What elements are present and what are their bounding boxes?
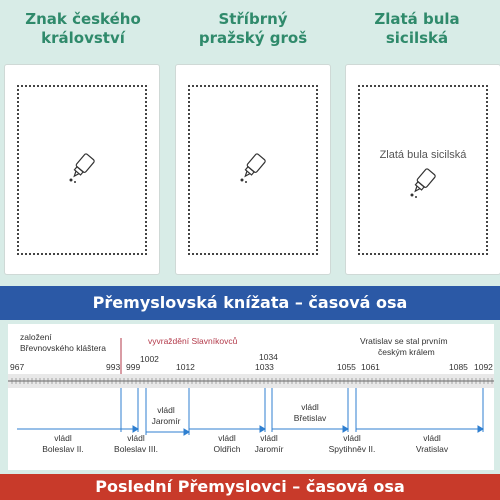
reign-arrows (17, 388, 483, 435)
reign-label-line: Vratislav (415, 444, 449, 454)
reign-label-line: vládl (54, 433, 72, 443)
panel-title-line: Znak českého (25, 10, 141, 28)
sticker-card-prague-groschen[interactable] (176, 65, 330, 274)
card-caption: Zlatá bula sicilská (379, 149, 467, 161)
year-label: 993 (106, 362, 121, 372)
panel-title-line: pražský groš (198, 29, 308, 47)
year-label: 967 (10, 362, 25, 372)
year-label: 1033 (255, 362, 274, 372)
panel-title-prague-groschen (170, 10, 336, 48)
event-label-line: Vratislav se stal prvním (360, 336, 448, 346)
glue-bottle-icon (236, 150, 270, 184)
panel-title-coat-of-arms (0, 10, 166, 48)
event-label-line: českým králem (378, 347, 435, 357)
reign-label-line: vládl (218, 433, 236, 443)
event-label-line: založení (20, 332, 52, 342)
panel-title-line: Stříbrný (218, 10, 288, 28)
timeline-banner-title: Přemyslovská knížata – časová osa (0, 286, 500, 320)
panel-title-golden-bull (334, 10, 500, 48)
reign-label-line: Jaromír (151, 416, 181, 426)
event-label-line: Břevnovského kláštera (20, 343, 106, 353)
year-label: 1061 (361, 362, 380, 372)
year-label: 999 (126, 362, 141, 372)
panel-title-line: Zlatá bula (374, 10, 460, 28)
reign-label-line: vládl (157, 405, 175, 415)
glue-bottle-icon (406, 165, 440, 199)
timeline-banner-title: Poslední Přemyslovci – časová osa (0, 474, 500, 500)
reign-label-line: Spytihněv II. (328, 444, 376, 454)
year-label: 1085 (449, 362, 468, 372)
axis-minor-ticks (12, 378, 492, 384)
reign-label-line: Boleslav II. (42, 444, 84, 454)
sticker-card-golden-bull[interactable] (346, 65, 500, 274)
year-label: 1092 (474, 362, 493, 372)
reign-label-line: vládl (127, 433, 145, 443)
panel-title-line: království (41, 29, 125, 47)
year-label: 1055 (337, 362, 356, 372)
timeline-panel (8, 324, 494, 470)
panel-title-line: sicilská (385, 29, 449, 47)
event-label-line: vyvraždění Slavníkovců (148, 336, 238, 346)
year-label: 1002 (140, 354, 159, 364)
reign-label-line: Boleslav III. (114, 444, 158, 454)
reign-label-line: vládl (260, 433, 278, 443)
timeline-svg (8, 324, 494, 470)
year-label: 1034 (259, 352, 278, 362)
sticker-card-coat-of-arms[interactable] (5, 65, 159, 274)
reign-label-line: vládl (423, 433, 441, 443)
reign-label-line: vládl (343, 433, 361, 443)
reign-label-line: vládl (301, 402, 319, 412)
glue-bottle-icon (65, 150, 99, 184)
reign-label-line: Jaromír (254, 444, 284, 454)
year-label: 1012 (176, 362, 195, 372)
reign-label-line: Oldřich (213, 444, 241, 454)
reign-label-line: Břetislav (293, 413, 327, 423)
